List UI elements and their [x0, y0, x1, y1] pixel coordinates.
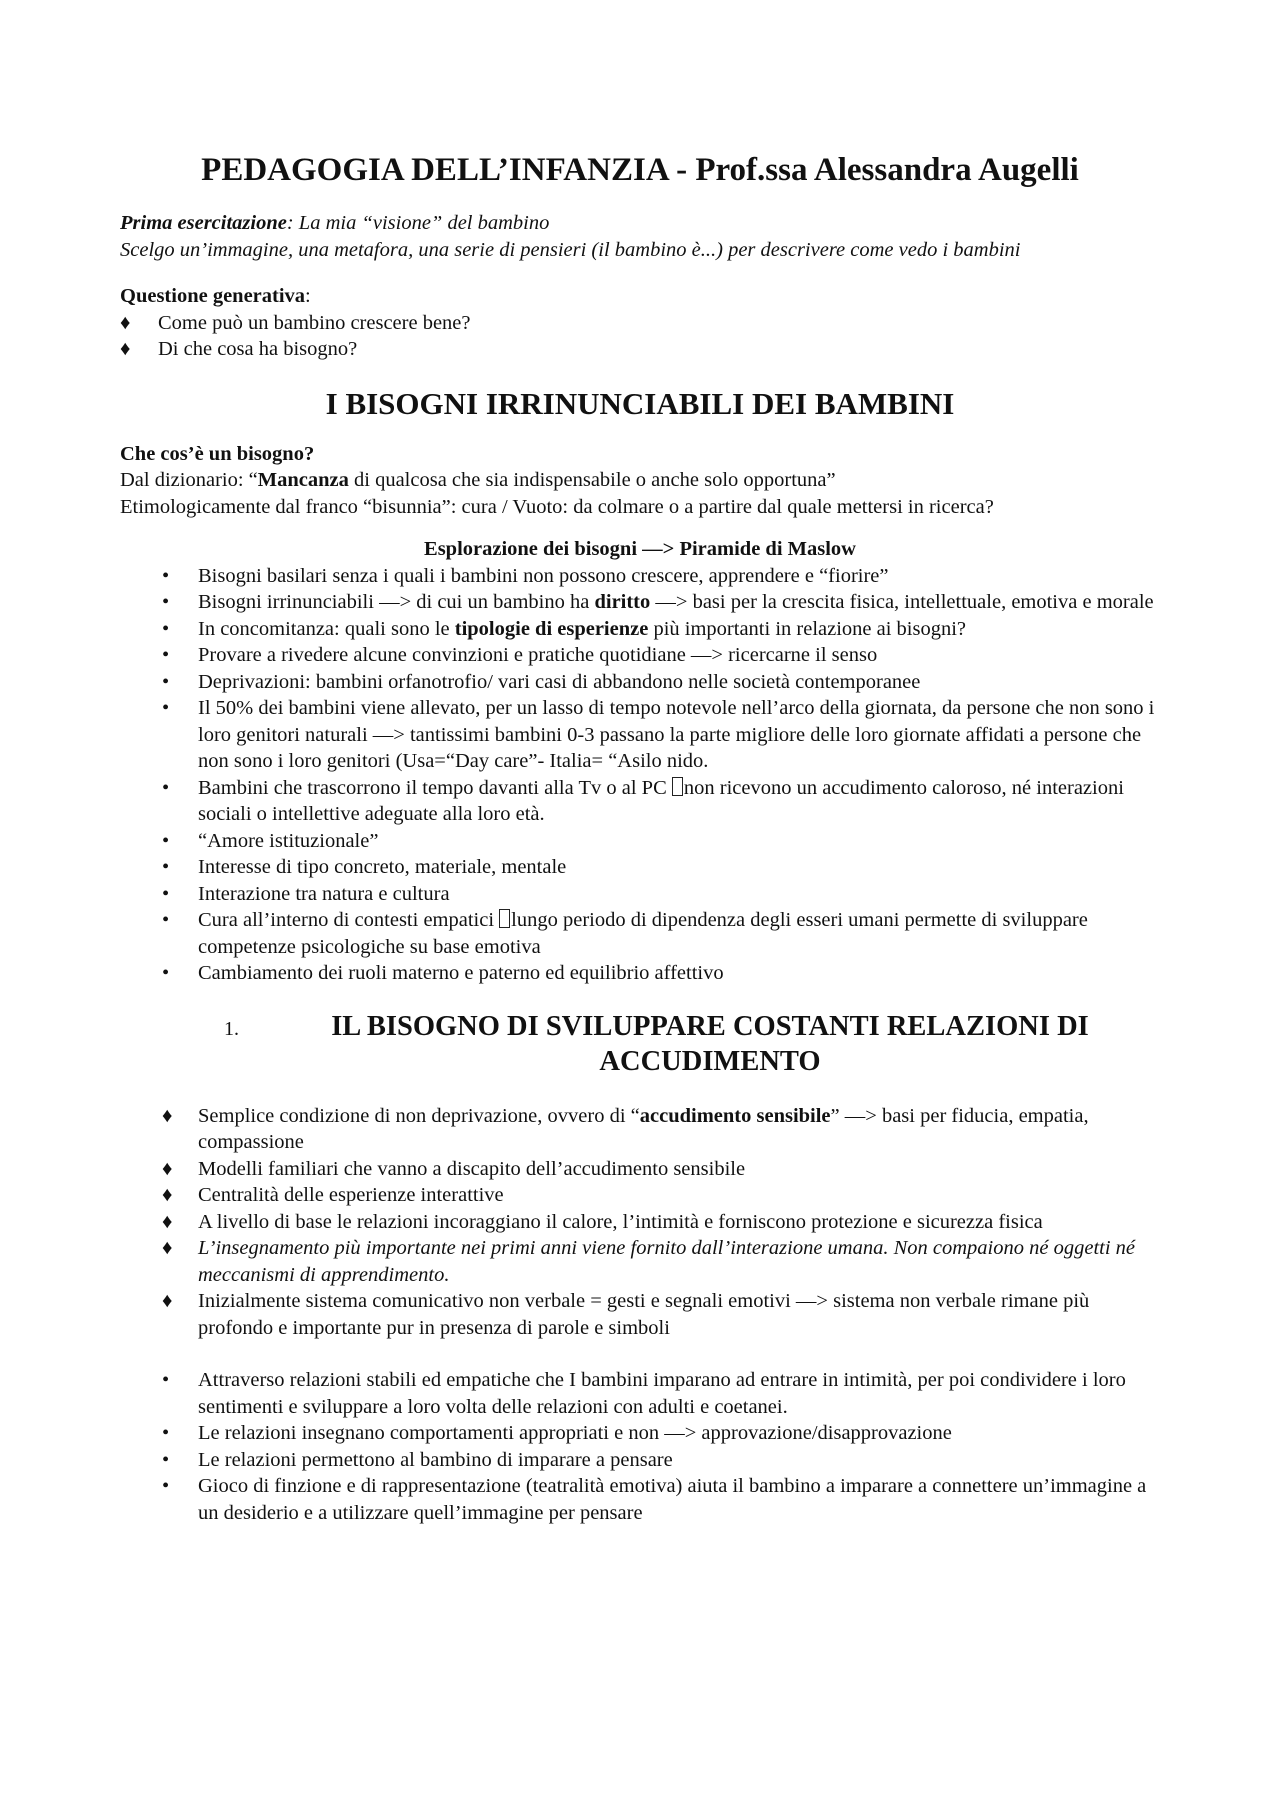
diamond-bullet-icon: ♦ — [162, 1157, 173, 1180]
diamond-bullet-icon: ♦ — [162, 1210, 173, 1233]
list-item-text: Bisogni irrinunciabili —> di cui un bambino ha — [198, 591, 595, 613]
missing-glyph-icon — [499, 909, 510, 928]
list-item-text: Provare a rivedere alcune convinzioni e pratiche quotidiane —> ricercarne il senso — [198, 644, 878, 666]
list-item-text: Come può un bambino crescere bene? — [158, 311, 471, 334]
question-colon: : — [305, 285, 311, 307]
list-item — [120, 960, 1160, 987]
list-item-text: Cambiamento dei ruoli materno e paterno ed equilibrio affettivo — [198, 962, 724, 984]
dot-bullet-icon: • — [162, 1448, 170, 1471]
definition-dictionary — [120, 467, 1160, 494]
list-item — [120, 907, 1160, 960]
diamond-bullet-icon: ♦ — [162, 1237, 173, 1259]
missing-glyph-icon — [672, 777, 683, 796]
definition-dict-pre: Dal dizionario: “ — [120, 469, 258, 491]
list-item-text: Interazione tra natura e cultura — [198, 882, 450, 905]
list-item-text: Interesse di tipo concreto, materiale, mentale — [198, 856, 567, 878]
dot-bullet-icon: • — [162, 591, 170, 613]
list-item-text: —> basi per la crescita fisica, intellettuale, emotiva e morale — [650, 591, 1154, 613]
list-item — [120, 775, 1160, 828]
list-item-text: Inizialmente sistema comunicativo non verbale = gesti e segnali emotivi —> sistema non verbale rimane più profondo e importante pur in presenza di parole e simboli — [198, 1290, 1090, 1339]
list-item — [120, 616, 1160, 643]
intro-line-1 — [120, 210, 1160, 237]
list-item-text: In concomitanza: quali sono le — [198, 617, 455, 640]
list-item-text: Centralità delle esperienze interattive — [198, 1184, 504, 1206]
list-item — [120, 1182, 1160, 1209]
exploration-list — [120, 563, 1160, 987]
dot-bullet-icon: • — [162, 962, 170, 984]
intro-label: Prima esercitazione — [120, 212, 287, 234]
diamond-bullet-icon: ♦ — [162, 1104, 173, 1127]
diamond-bullet-icon: ♦ — [120, 338, 131, 360]
list-item-text: Il 50% dei bambini viene allevato, per un lasso di tempo notevole nell’arco della giornata, da persone che non sono i loro genitori naturali —> tantissimi bambini 0-3 passano la parte migliore delle loro giornate affidati a persone che non sono i loro genitori (Usa=“Day care”- Italia= “Asilo nido. — [198, 697, 1155, 772]
list-item — [120, 881, 1160, 908]
list-item-text: L’insegnamento più importante nei primi anni viene fornito dall’interazione umana. Non compaiono né oggetti né meccanismi di apprendimento. — [198, 1237, 1136, 1286]
list-item-text: Deprivazioni: bambini orfanotrofio/ vari casi di abbandono nelle società contemporanee — [198, 670, 921, 693]
dot-bullet-icon: • — [162, 670, 170, 693]
list-item — [120, 642, 1160, 669]
section-1-bullet-list — [120, 1367, 1160, 1526]
section-1-diamond-list — [120, 1103, 1160, 1342]
list-item — [120, 589, 1160, 616]
intro-line-2: Scelgo un’immagine, una metafora, una serie di pensieri (il bambino è...) per descrivere come vedo i bambini — [120, 238, 1021, 261]
list-item-text: Le relazioni permettono al bambino di imparare a pensare — [198, 1448, 673, 1471]
list-item-bold: tipologie di esperienze — [454, 617, 649, 640]
list-item — [120, 1209, 1160, 1236]
list-item-text: non ricevono un accudimento caloroso, né interazioni sociali o intellettive adeguate alla loro età. — [198, 776, 1124, 825]
section-1-number: 1. — [224, 1017, 239, 1040]
list-item-text: Cura all’interno di contesti empatici — [198, 909, 500, 931]
list-item — [120, 563, 1160, 590]
list-item — [120, 1156, 1160, 1183]
list-item-text: Attraverso relazioni stabili ed empatiche che I bambini imparano ad entrare in intimità, per poi condividere i loro sentimenti e sviluppare a loro volta delle relazioni con adulti e coetanei. — [198, 1369, 1126, 1418]
list-item — [120, 854, 1160, 881]
definition-title: Che cos’è un bisogno? — [120, 442, 315, 465]
list-item-text: Bambini che trascorrono il tempo davanti alla Tv o al PC — [198, 776, 672, 799]
list-item-text: Le relazioni insegnano comportamenti appropriati e non —> approvazione/disapprovazione — [198, 1422, 952, 1444]
list-item — [120, 1367, 1160, 1420]
list-item-bold: diritto — [594, 591, 651, 613]
list-item-text: più importanti in relazione ai bisogni? — [648, 617, 967, 640]
definition-block — [120, 441, 1160, 521]
question-block — [120, 283, 1160, 363]
list-item — [120, 1473, 1160, 1526]
list-item — [120, 1235, 1160, 1288]
list-item-text: A livello di base le relazioni incoraggiano il calore, l’intimità e forniscono protezione e sicurezza fisica — [198, 1210, 1043, 1233]
list-item-text: Bisogni basilari senza i quali i bambini non possono crescere, apprendere e “fiorire” — [198, 564, 889, 587]
section-1-heading — [120, 1009, 1160, 1079]
spacer — [120, 1341, 1160, 1367]
dot-bullet-icon: • — [162, 1422, 170, 1444]
intro-block — [120, 210, 1160, 263]
definition-dict-post: di qualcosa che sia indispensabile o anche solo opportuna” — [348, 469, 836, 491]
list-item — [120, 1103, 1160, 1156]
question-heading — [120, 283, 1160, 310]
dot-bullet-icon: • — [162, 1369, 170, 1391]
dot-bullet-icon: • — [162, 1475, 170, 1497]
list-item — [120, 1447, 1160, 1474]
diamond-bullet-icon: ♦ — [120, 311, 131, 334]
list-item — [120, 828, 1160, 855]
dot-bullet-icon: • — [162, 776, 170, 799]
diamond-bullet-icon: ♦ — [162, 1184, 173, 1206]
dot-bullet-icon: • — [162, 697, 170, 719]
dot-bullet-icon: • — [162, 909, 170, 931]
document-content — [120, 150, 1160, 1526]
section-1-title: IL BISOGNO DI SVILUPPARE COSTANTI RELAZIONI DI ACCUDIMENTO — [331, 1010, 1089, 1077]
question-label: Questione generativa — [120, 285, 306, 307]
intro-label-rest: : La mia “visione” del bambino — [286, 212, 550, 234]
list-item — [120, 695, 1160, 775]
list-item-text: lungo periodo di dipendenza degli esseri umani permette di sviluppare competenze psicologiche su base emotiva — [198, 909, 1088, 958]
section-title-main: I BISOGNI IRRINUNCIABILI DEI BAMBINI — [325, 385, 955, 421]
question-list — [120, 310, 1160, 363]
list-item-text: Semplice condizione di non deprivazione, ovvero di “ — [198, 1104, 640, 1127]
list-item-text: Gioco di finzione e di rappresentazione (teatralità emotiva) aiuta il bambino a imparare a connettere un’immagine a un desiderio e a utilizzare quell’immagine per pensare — [198, 1475, 1147, 1524]
diamond-bullet-icon: ♦ — [162, 1290, 173, 1312]
list-item-bold: accudimento sensibile — [639, 1104, 831, 1127]
list-item-text: Modelli familiari che vanno a discapito dell’accudimento sensibile — [198, 1157, 746, 1180]
list-item — [120, 1288, 1160, 1341]
document-title: PEDAGOGIA DELL’INFANZIA - Prof.ssa Alessandra Augelli — [201, 152, 1079, 188]
list-item-text: ” —> basi per fiducia, empatia, compassione — [198, 1104, 1089, 1153]
list-item — [120, 1420, 1160, 1447]
dot-bullet-icon: • — [162, 829, 170, 852]
list-item — [120, 310, 1160, 337]
list-item — [120, 669, 1160, 696]
dot-bullet-icon: • — [162, 564, 170, 587]
list-item — [120, 336, 1160, 363]
dot-bullet-icon: • — [162, 856, 170, 878]
list-item-text: Di che cosa ha bisogno? — [158, 338, 358, 360]
dot-bullet-icon: • — [162, 644, 170, 666]
list-item-text: “Amore istituzionale” — [198, 829, 379, 852]
dot-bullet-icon: • — [162, 617, 170, 640]
definition-etymology: Etimologicamente dal franco “bisunnia”: cura / Vuoto: da colmare o a partire dal quale mettersi in ricerca? — [120, 495, 994, 518]
definition-dict-bold: Mancanza — [257, 469, 349, 491]
dot-bullet-icon: • — [162, 882, 170, 905]
exploration-title: Esplorazione dei bisogni —> Piramide di Maslow — [424, 538, 856, 560]
